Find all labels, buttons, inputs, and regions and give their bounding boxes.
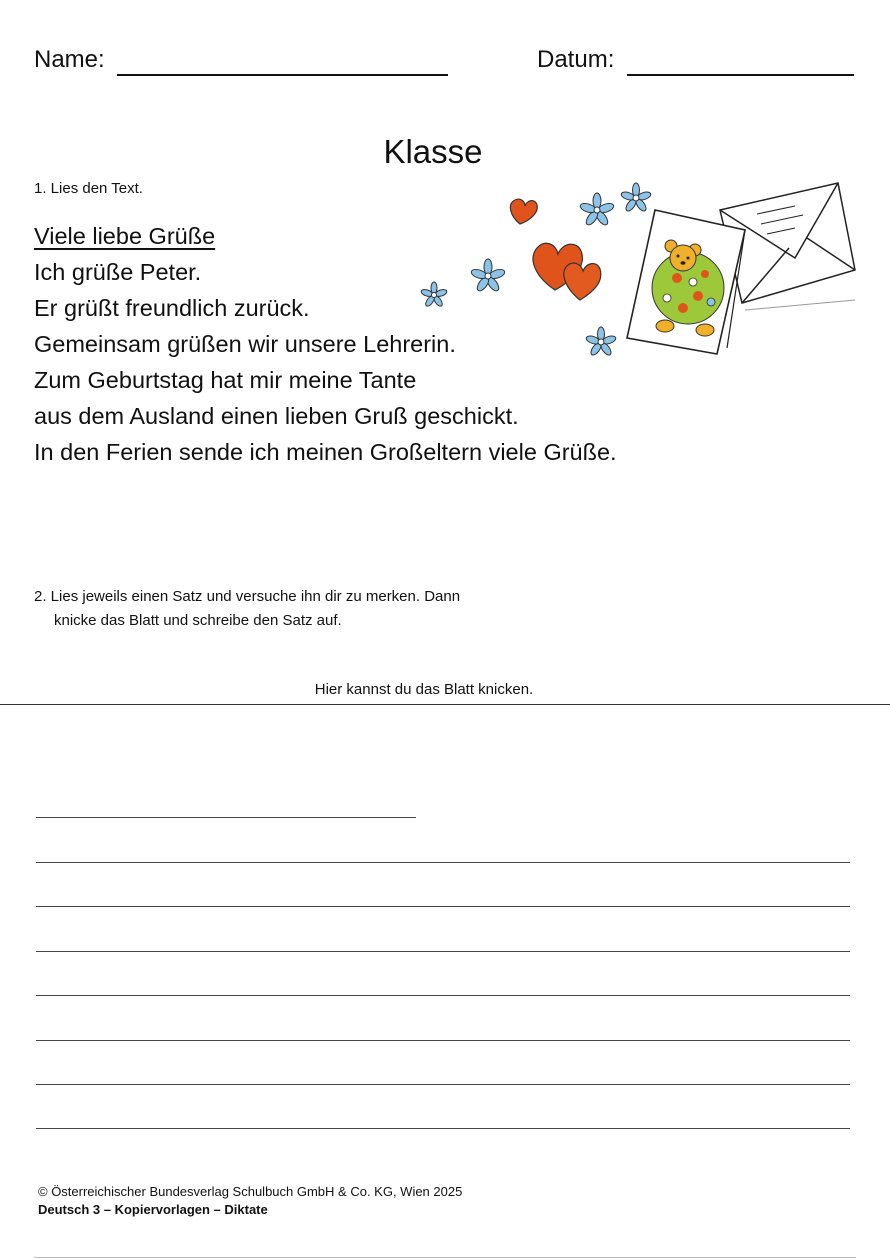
writing-line[interactable] [36,1084,850,1085]
writing-line[interactable] [36,1040,850,1041]
story-line: In den Ferien sende ich meinen Großeltern viele Grüße. [34,439,617,465]
name-label: Name: [34,46,105,73]
task2-line: knicke das Blatt und schreibe den Satz auf. [54,612,342,629]
name-field[interactable] [117,74,448,76]
story-line: Ich grüße Peter. [34,259,202,285]
story-line: Gemeinsam grüßen wir unsere Lehrerin. [34,331,456,357]
writing-line[interactable] [36,817,416,818]
task2-line: 2. Lies jeweils einen Satz und versuche ihn dir zu merken. Dann [34,588,461,605]
writing-line[interactable] [36,862,850,863]
story-heading: Viele liebe Grüße [34,223,216,249]
greeting-card-icon [627,210,745,354]
copyright: © Österreichischer Bundesverlag Schulbuch GmbH & Co. KG, Wien 2025 [38,1184,463,1199]
writing-line[interactable] [36,995,850,996]
task2-instruction [34,585,460,633]
page-title: Klasse [383,133,483,170]
date-field[interactable] [627,74,854,76]
heart-icon [510,199,600,300]
greeting-card-teddy-illustration [415,178,865,368]
date-label: Datum: [537,46,615,73]
fold-hint: Hier kannst du das Blatt knicken. [314,681,534,698]
story-line: aus dem Ausland einen lieben Gruß geschickt. [34,403,519,429]
story-line: Zum Geburtstag hat mir meine Tante [34,367,417,393]
series-title: Deutsch 3 – Kopiervorlagen – Diktate [38,1202,268,1217]
task1-instruction: 1. Lies den Text. [34,180,143,197]
writing-line[interactable] [36,1128,850,1129]
writing-line[interactable] [36,951,850,952]
fold-line [0,704,890,705]
story-line: Er grüßt freundlich zurück. [34,295,310,321]
footer [38,1183,462,1219]
writing-line[interactable] [36,906,850,907]
